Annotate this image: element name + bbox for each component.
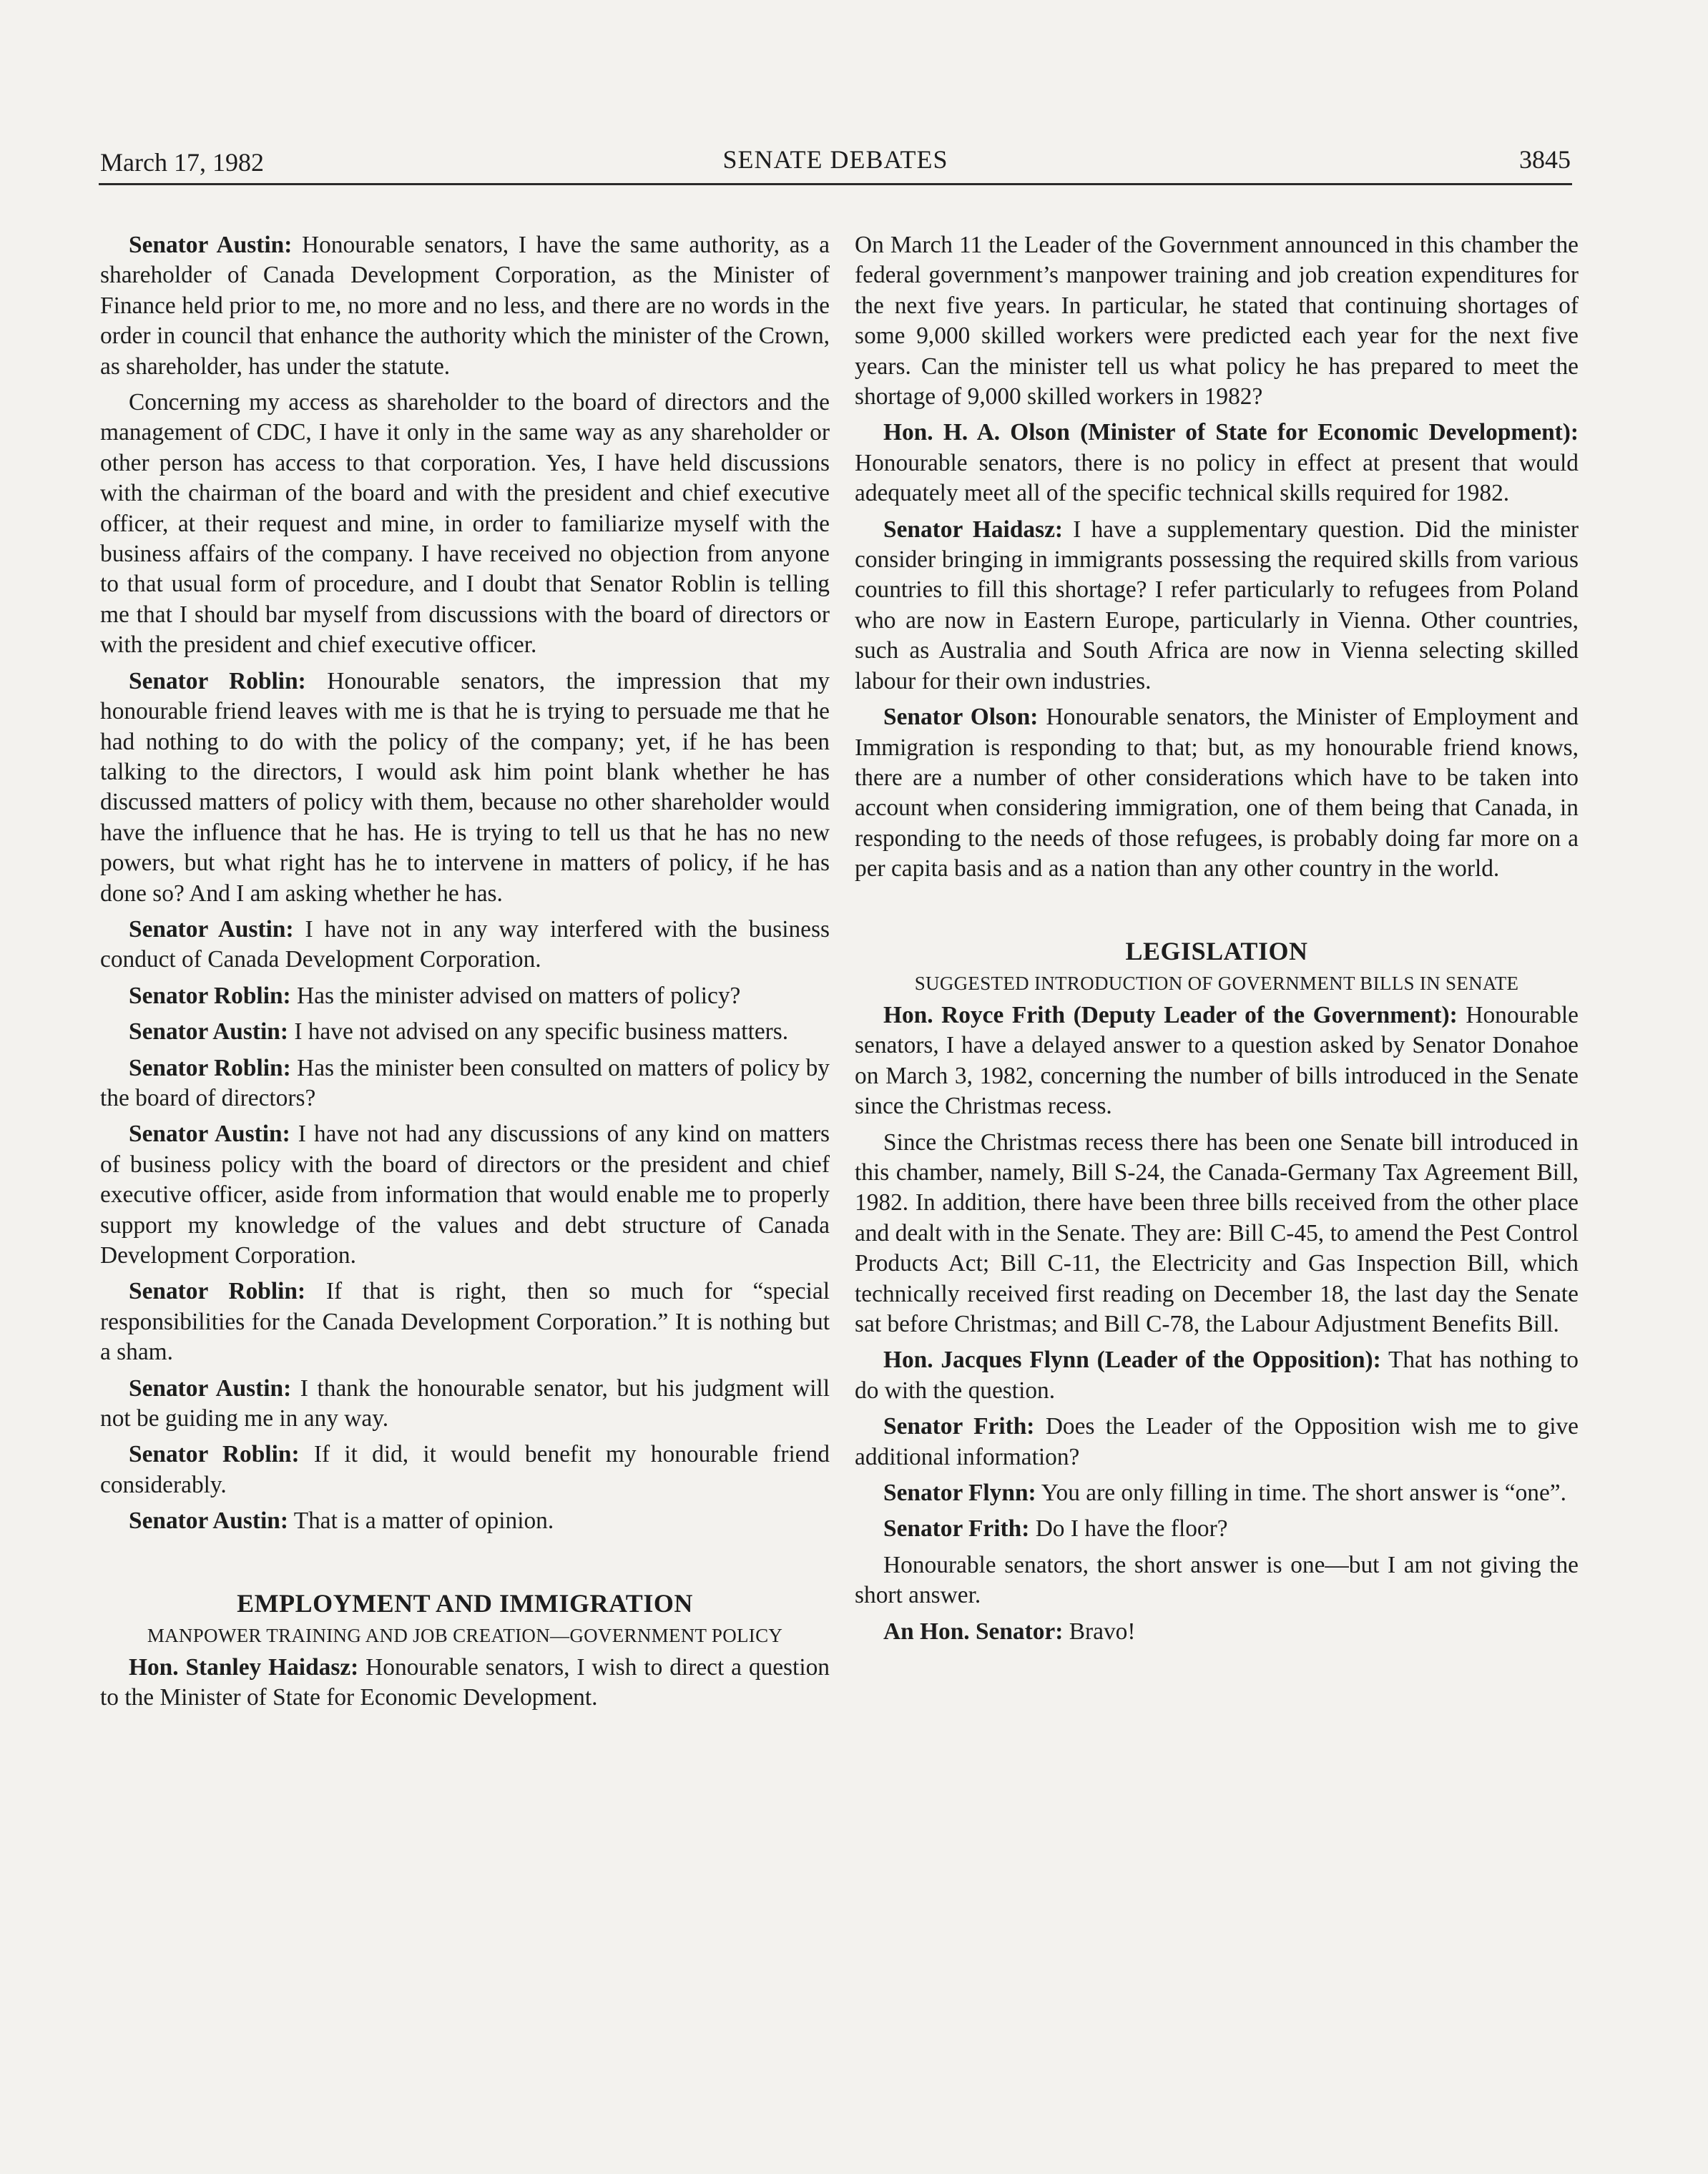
speaker-name: Senator Haidasz: (883, 516, 1064, 543)
speech-text: I thank the honourable senator, but his judgment will not be guiding me in any way. (100, 1374, 830, 1432)
speech-text: You are only filling in time. The short answer is “one”. (1036, 1480, 1566, 1507)
paragraph (855, 230, 1579, 412)
paragraph (855, 702, 1579, 884)
paragraph (855, 1345, 1579, 1406)
paragraph (100, 1374, 830, 1435)
paragraph (855, 1128, 1579, 1340)
paragraph (855, 515, 1579, 697)
speech-text: I have not had any discussions of any kind on matters of business policy with the board of directors or the president and chief executive officer, aside from information that would enable me to properly support my knowledge of the values and debt structure of Canada Development Corporation. (100, 1121, 830, 1269)
speech-text: On March 11 the Leader of the Government announced in this chamber the federal government’s manpower training and job creation expenditures for the next five years. In particular, he stated that continuing shortages of some 9,000 skilled workers were predicted each year for the next five years. Can the minister tell us what policy he has prepared to meet the shortage of 9,000 skilled workers in 1982? (855, 232, 1579, 410)
speaker-name: Senator Austin: (129, 232, 293, 258)
speech-text: Do I have the floor? (1029, 1515, 1228, 1543)
paragraph (100, 1277, 830, 1367)
paragraph (100, 1017, 830, 1047)
right-column (855, 230, 1579, 1653)
speech-text: Has the minister been consulted on matters of policy by the board of directors? (100, 1054, 830, 1111)
speaker-name: Senator Austin: (129, 1121, 290, 1148)
speech-text: Honourable senators, I wish to direct a question to the Minister of State for Economic Development. (100, 1654, 830, 1711)
speaker-name: Senator Austin: (129, 915, 294, 943)
speaker-name: Hon. Stanley Haidasz: (129, 1654, 359, 1681)
speaker-name: Senator Frith: (883, 1515, 1030, 1543)
speech-text: That has nothing to do with the question. (855, 1347, 1579, 1404)
speech-text: Honourable senators, I have a delayed answer to a question asked by Senator Donahoe on March 3, 1982, concerning the number of bills introduced in the Senate since the Christmas recess. (855, 1001, 1579, 1120)
speaker-name: Senator Austin: (129, 1018, 288, 1046)
speaker-name: Hon. H. A. Olson (Minister of State for Economic Development): (883, 419, 1579, 446)
speech-text: Concerning my access as shareholder to the board of directors and the management of CDC, I have it only in the same way as any shareholder or other person has access to that corporation. Yes, I have held discussions with the chairman of the board and with the president and chief executive officer, at their request and mine, in order to familiarize myself with the business affairs of the company. I have received no objection from anyone to that usual form of procedure, and I doubt that Senator Roblin is telling me that I should bar myself from discussions with the board of directors or with the president and chief executive officer. (100, 389, 830, 659)
section-heading: EMPLOYMENT AND IMMIGRATION (237, 1588, 693, 1618)
paragraph (100, 915, 830, 975)
speaker-name: Senator Flynn: (883, 1480, 1036, 1507)
speech-text: Honourable senators, I have the same authority, as a shareholder of Canada Development Corporation, as the Minister of Finance held prior to me, no more and no less, and there are no words in the order in council that enhance the authority which the minister of the Crown, as shareholder, has under the statute. (100, 232, 830, 380)
speech-text: Bravo! (1063, 1618, 1136, 1645)
speaker-name: Hon. Jacques Flynn (Leader of the Opposition): (883, 1347, 1381, 1374)
speech-text: Does the Leader of the Opposition wish me to give additional information? (855, 1413, 1579, 1470)
paragraph (100, 388, 830, 661)
paragraph (100, 1440, 830, 1500)
paragraph (855, 1514, 1579, 1544)
paragraph (100, 1119, 830, 1271)
speech-text: I have a supplementary question. Did the minister consider bringing in immigrants possessing the required skills from various countries to fill this shortage? I refer particularly to refugees from Poland who are now in Eastern Europe, particularly in Vienna. Other countries, such as Australia and South Africa are now in Vienna selecting skilled labour for their own industries. (855, 516, 1579, 694)
speaker-name: Senator Frith: (883, 1413, 1035, 1440)
speaker-name: Hon. Royce Frith (Deputy Leader of the Government): (883, 1001, 1458, 1028)
speaker-name: Senator Austin: (129, 1374, 292, 1402)
speaker-name: Senator Roblin: (129, 1278, 306, 1305)
speaker-name: Senator Roblin: (129, 1441, 300, 1468)
section-subheading: MANPOWER TRAINING AND JOB CREATION—GOVERNMENT POLICY (147, 1625, 783, 1647)
paragraph (855, 1000, 1579, 1122)
header-page-number: 3845 (1519, 145, 1571, 174)
speech-text: If that is right, then so much for “special responsibilities for the Canada Development Corporation.” It is nothing but a sham. (100, 1278, 830, 1366)
speech-text: Since the Christmas recess there has been one Senate bill introduced in this chamber, namely, Bill S-24, the Canada-Germany Tax Agreement Bill, 1982. In addition, there have been three bills received from the other place and dealt with in the Senate. They are: Bill C-45, to amend the Pest Control Products Act; Bill C-11, the Electricity and Gas Inspection Bill, which technically received first reading on December 18, the last day the Senate sat before Christmas; and Bill C-78, the Labour Adjustment Benefits Bill. (855, 1128, 1579, 1337)
paragraph (855, 1478, 1579, 1508)
paragraph (855, 418, 1579, 508)
speaker-name: Senator Roblin: (129, 667, 306, 694)
section-heading: LEGISLATION (1125, 936, 1308, 965)
paragraph (100, 1653, 830, 1713)
paragraph (100, 230, 830, 382)
speech-text: Honourable senators, the impression that my honourable friend leaves with me is that he is trying to persuade me that he had nothing to do with the policy of the company; yet, if he has been talking to the directors, I would ask him point blank whether he has discussed matters of policy with them, because no other shareholder would have the influence that he has. He is trying to tell us that he has no new powers, but what right has he to intervene in matters of policy, if he has done so? And I am asking whether he has. (100, 667, 830, 907)
paragraph (855, 1550, 1579, 1611)
speech-text: I have not advised on any specific business matters. (288, 1018, 789, 1046)
speech-text: That is a matter of opinion. (288, 1507, 554, 1535)
speech-text: Honourable senators, the short answer is one—but I am not giving the short answer. (855, 1551, 1579, 1609)
speaker-name: An Hon. Senator: (883, 1618, 1064, 1645)
section-subheading: SUGGESTED INTRODUCTION OF GOVERNMENT BILLS IN SENATE (914, 972, 1519, 994)
speaker-name: Senator Roblin: (129, 982, 291, 1009)
paragraph (100, 1506, 830, 1536)
paragraph (855, 1412, 1579, 1472)
speaker-name: Senator Austin: (129, 1507, 288, 1535)
paragraph (100, 981, 830, 1011)
paragraph (855, 1617, 1579, 1647)
left-column (100, 230, 830, 1719)
speech-text: I have not in any way interfered with the business conduct of Canada Development Corporation. (100, 915, 830, 973)
speech-text: Honourable senators, there is no policy in effect at present that would adequately meet all of the specific technical skills required for 1982. (855, 449, 1579, 507)
speaker-name: Senator Roblin: (129, 1054, 291, 1081)
header-date: March 17, 1982 (100, 148, 264, 177)
paragraph (100, 667, 830, 909)
speaker-name: Senator Olson: (883, 704, 1039, 731)
running-header (99, 143, 1572, 185)
speech-text: Honourable senators, the Minister of Employment and Immigration is responding to that; but, as my honourable friend knows, there are a number of other considerations which have to be taken into account when considering immigration, one of them being that Canada, in responding to the needs of those refugees, is probably doing far more on a per capita basis and as a nation than any other country in the world. (855, 704, 1579, 882)
header-title: SENATE DEBATES (722, 145, 948, 174)
paragraph (100, 1053, 830, 1114)
speech-text: Has the minister advised on matters of policy? (290, 982, 741, 1009)
speech-text: If it did, it would benefit my honourable friend considerably. (100, 1441, 830, 1498)
